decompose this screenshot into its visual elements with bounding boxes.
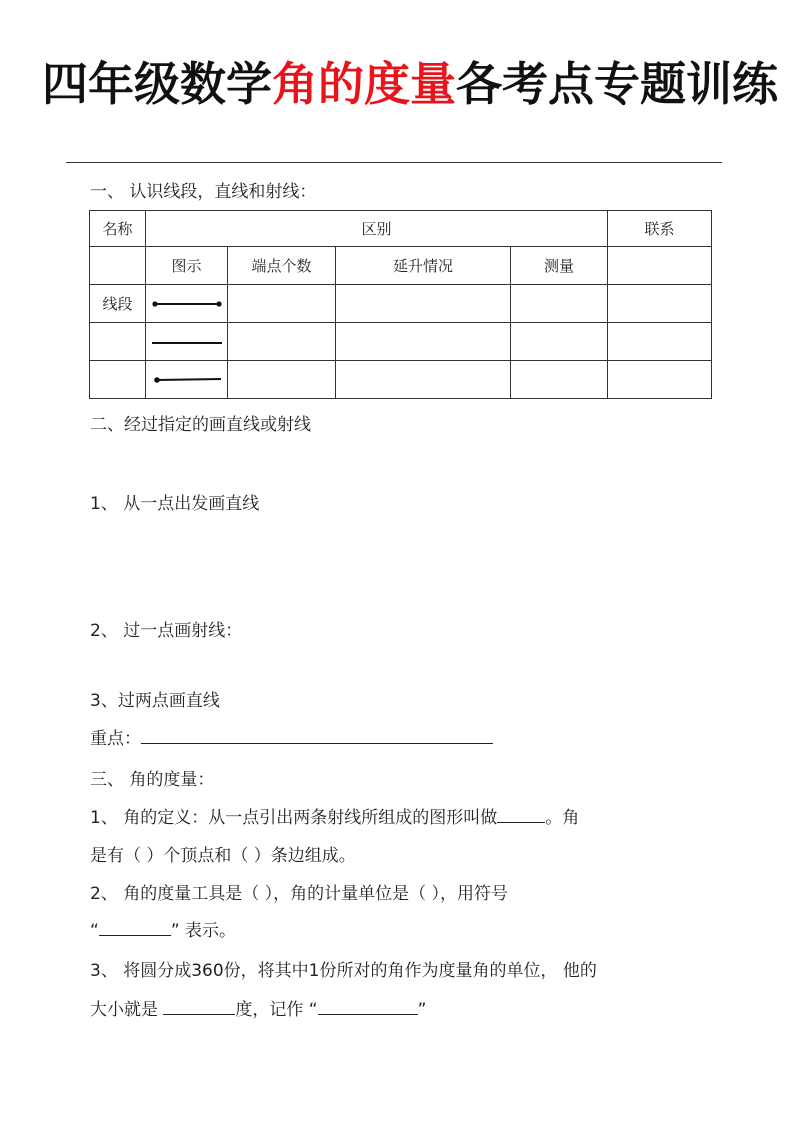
q3-text-b: 度，记作 “ bbox=[235, 1000, 318, 1020]
table-cell[interactable] bbox=[90, 361, 146, 399]
q1-line1 bbox=[90, 803, 579, 828]
page-title bbox=[42, 48, 778, 114]
q3-notation-blank[interactable] bbox=[318, 1000, 418, 1015]
name-header: 名称 bbox=[90, 211, 146, 247]
q2-line2 bbox=[90, 916, 236, 941]
straight-line-icon bbox=[150, 336, 224, 348]
table-cell[interactable] bbox=[336, 285, 511, 323]
table-cell[interactable] bbox=[228, 323, 336, 361]
table-row bbox=[90, 361, 712, 399]
q3-degree-blank[interactable] bbox=[163, 1000, 235, 1015]
section3-heading: 三、 角的度量： bbox=[90, 770, 215, 790]
section1-heading: 一、 认识线段，直线和射线： bbox=[90, 182, 317, 202]
ray-icon bbox=[151, 374, 223, 386]
title-part3: 各考点专题训练 bbox=[456, 57, 778, 111]
table-cell[interactable] bbox=[608, 361, 712, 399]
table-header-row bbox=[90, 211, 712, 247]
q1-end: 。角 bbox=[545, 808, 580, 828]
table-cell[interactable] bbox=[608, 247, 712, 285]
divider bbox=[66, 162, 722, 163]
ray-diagram bbox=[146, 361, 228, 399]
title-part1: 四年级数学 bbox=[42, 57, 272, 111]
section2-item2: 2、 过一点画射线： bbox=[90, 621, 243, 641]
key-point-line bbox=[90, 724, 493, 749]
q1-blank[interactable] bbox=[497, 808, 545, 823]
measurement-header: 测量 bbox=[511, 247, 608, 285]
q3-text-a: 大小就是 bbox=[90, 1000, 164, 1020]
section2-heading: 二、经过指定的画直线或射线 bbox=[90, 415, 311, 435]
table-cell[interactable] bbox=[511, 323, 608, 361]
endpoint-count-header: 端点个数 bbox=[228, 247, 336, 285]
q2-line1: 2、 角的度量工具是（ ），角的计量单位是（ ），用符号 bbox=[90, 884, 509, 904]
difference-header: 区别 bbox=[146, 211, 608, 247]
q3-line2 bbox=[90, 995, 426, 1020]
table-cell[interactable] bbox=[511, 361, 608, 399]
section2-item1: 1、 从一点出发画直线 bbox=[90, 494, 260, 514]
table-cell[interactable] bbox=[90, 323, 146, 361]
q3-text-c: ” bbox=[417, 1000, 427, 1020]
segment-diagram bbox=[146, 285, 228, 323]
straight-line-diagram bbox=[146, 323, 228, 361]
q3-line1: 3、 将圆分成360份，将其中1份所对的角作为度量角的单位， 他的 bbox=[90, 961, 597, 981]
table-cell[interactable] bbox=[336, 361, 511, 399]
q2-open-quote: “ bbox=[90, 921, 99, 941]
section2-item3: 3、过两点画直线 bbox=[90, 691, 220, 711]
diagram-header: 图示 bbox=[146, 247, 228, 285]
table-cell[interactable] bbox=[228, 361, 336, 399]
relation-header: 联系 bbox=[608, 211, 712, 247]
title-highlight: 角的度量 bbox=[272, 57, 456, 111]
table-subheader-row bbox=[90, 247, 712, 285]
key-point-label: 重点： bbox=[90, 729, 141, 749]
table-row bbox=[90, 323, 712, 361]
q2-close: ” 表示。 bbox=[170, 921, 237, 941]
table-cell[interactable] bbox=[608, 285, 712, 323]
lines-table bbox=[89, 210, 712, 399]
table-cell[interactable] bbox=[608, 323, 712, 361]
key-point-blank[interactable] bbox=[141, 729, 493, 744]
table-cell[interactable] bbox=[90, 247, 146, 285]
extension-header: 延升情况 bbox=[336, 247, 511, 285]
table-cell[interactable] bbox=[336, 323, 511, 361]
q1-line2: 是有（ ）个顶点和（ ）条边组成。 bbox=[90, 846, 356, 866]
q1-text: 1、 角的定义：从一点引出两条射线所组成的图形叫做 bbox=[90, 808, 498, 828]
table-row bbox=[90, 285, 712, 323]
row-name-segment: 线段 bbox=[90, 285, 146, 323]
table-cell[interactable] bbox=[228, 285, 336, 323]
table-cell[interactable] bbox=[511, 285, 608, 323]
q2-symbol-blank[interactable] bbox=[99, 921, 171, 936]
line-segment-icon bbox=[151, 298, 223, 310]
